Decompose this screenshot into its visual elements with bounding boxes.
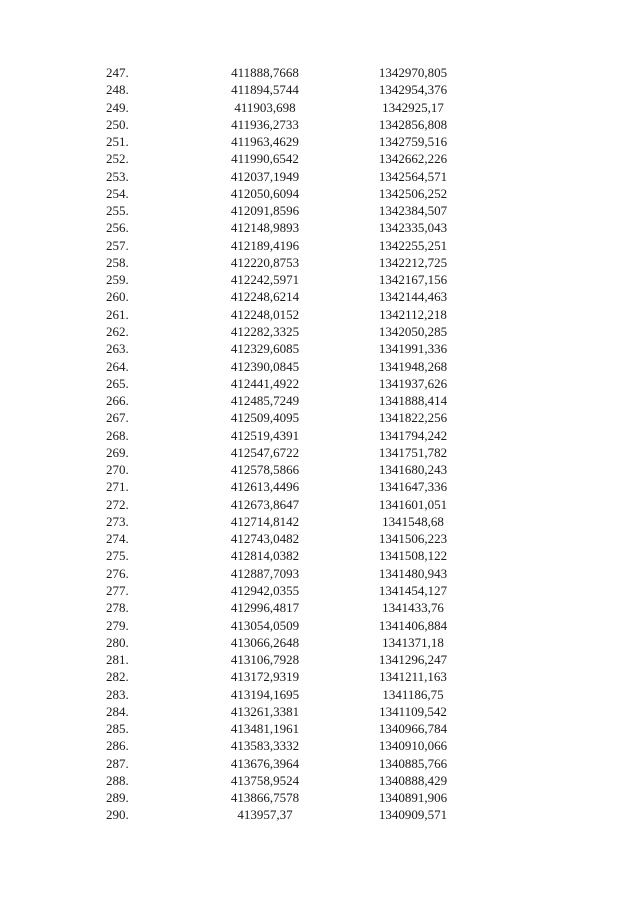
point-number: 266. xyxy=(106,393,129,409)
point-number: 251. xyxy=(106,134,129,150)
y-coordinate: 1340966,784 xyxy=(378,721,448,737)
table-row xyxy=(0,755,640,772)
table-row xyxy=(0,81,640,98)
point-number: 250. xyxy=(106,116,129,132)
table-row xyxy=(0,133,640,150)
y-coordinate: 1341371,18 xyxy=(382,634,444,650)
table-row xyxy=(0,565,640,582)
x-coordinate: 411888,7668 xyxy=(231,65,299,80)
table-row xyxy=(0,461,640,478)
point-number: 255. xyxy=(106,203,129,219)
table-row xyxy=(0,651,640,668)
table-row xyxy=(0,168,640,185)
point-number: 263. xyxy=(106,341,129,357)
table-row xyxy=(0,582,640,599)
y-coordinate: 1341109,542 xyxy=(379,703,447,719)
y-coordinate: 1341454,127 xyxy=(378,582,448,598)
point-number: 269. xyxy=(106,444,129,460)
x-coordinate: 413583,3332 xyxy=(230,738,300,754)
x-coordinate: 412050,6094 xyxy=(230,185,300,201)
x-coordinate: 413866,7578 xyxy=(230,790,300,806)
point-number: 262. xyxy=(106,323,129,339)
y-coordinate: 1341506,223 xyxy=(378,531,448,547)
table-row xyxy=(0,478,640,495)
x-coordinate: 413194,1695 xyxy=(230,686,300,702)
x-coordinate: 412037,1949 xyxy=(230,168,300,184)
y-coordinate: 1340885,766 xyxy=(378,755,448,771)
point-number: 282. xyxy=(106,669,129,685)
x-coordinate: 412509,4095 xyxy=(230,410,300,426)
table-row xyxy=(0,513,640,530)
x-coordinate: 412673,8647 xyxy=(230,496,300,512)
point-number: 261. xyxy=(106,306,129,322)
y-coordinate: 1341296,247 xyxy=(378,652,448,668)
point-number: 248. xyxy=(106,82,129,98)
x-coordinate: 411903,698 xyxy=(234,99,296,115)
table-row xyxy=(0,323,640,340)
point-number: 284. xyxy=(106,703,129,719)
y-coordinate: 1342954,376 xyxy=(378,82,448,98)
table-row xyxy=(0,703,640,720)
x-coordinate: 413172,9319 xyxy=(230,669,300,685)
x-coordinate: 412547,6722 xyxy=(230,444,300,460)
table-row xyxy=(0,686,640,703)
point-number: 279. xyxy=(106,617,129,633)
x-coordinate: 412248,0152 xyxy=(230,306,300,322)
y-coordinate: 1342167,156 xyxy=(378,272,448,288)
y-coordinate: 1341406,884 xyxy=(378,617,448,633)
point-number: 260. xyxy=(106,289,129,305)
table-row xyxy=(0,617,640,634)
point-number: 283. xyxy=(106,686,129,702)
y-coordinate: 1341937,626 xyxy=(378,375,448,391)
table-row xyxy=(0,116,640,133)
point-number: 285. xyxy=(106,721,129,737)
point-number: 247. xyxy=(106,65,129,80)
y-coordinate: 1341601,051 xyxy=(378,496,448,512)
table-row xyxy=(0,185,640,202)
y-coordinate: 1341186,75 xyxy=(382,686,444,702)
x-coordinate: 412220,8753 xyxy=(230,254,300,270)
x-coordinate: 411963,4629 xyxy=(231,134,299,150)
x-coordinate: 413106,7928 xyxy=(230,652,300,668)
point-number: 258. xyxy=(106,254,129,270)
point-number: 289. xyxy=(106,790,129,806)
point-number: 273. xyxy=(106,513,129,529)
x-coordinate: 412248,6214 xyxy=(230,289,300,305)
x-coordinate: 412887,7093 xyxy=(230,565,300,581)
table-row xyxy=(0,720,640,737)
x-coordinate: 412996,4817 xyxy=(230,600,300,616)
table-row xyxy=(0,150,640,167)
point-number: 257. xyxy=(106,237,129,253)
x-coordinate: 412148,9893 xyxy=(230,220,300,236)
table-row xyxy=(0,64,640,81)
x-coordinate: 412282,3325 xyxy=(230,323,300,339)
table-row xyxy=(0,444,640,461)
table-row xyxy=(0,375,640,392)
table-row xyxy=(0,427,640,444)
x-coordinate: 412329,6085 xyxy=(230,341,300,357)
table-row xyxy=(0,288,640,305)
point-number: 265. xyxy=(106,375,129,391)
table-row xyxy=(0,202,640,219)
table-row xyxy=(0,237,640,254)
y-coordinate: 1340891,906 xyxy=(378,790,448,806)
x-coordinate: 412242,5971 xyxy=(230,272,300,288)
y-coordinate: 1341888,414 xyxy=(378,393,448,409)
x-coordinate: 412091,8596 xyxy=(230,203,300,219)
x-coordinate: 411894,5744 xyxy=(231,82,299,98)
table-row xyxy=(0,219,640,236)
table-row xyxy=(0,358,640,375)
point-number: 259. xyxy=(106,272,129,288)
point-number: 290. xyxy=(106,807,129,823)
table-row xyxy=(0,806,640,823)
y-coordinate: 1341680,243 xyxy=(378,462,448,478)
y-coordinate: 1342335,043 xyxy=(378,220,448,236)
x-coordinate: 412390,0845 xyxy=(230,358,300,374)
point-number: 270. xyxy=(106,462,129,478)
point-number: 253. xyxy=(106,168,129,184)
x-coordinate: 412485,7249 xyxy=(230,393,300,409)
x-coordinate: 413481,1961 xyxy=(230,721,300,737)
y-coordinate: 1341991,336 xyxy=(378,341,448,357)
table-row xyxy=(0,547,640,564)
table-row xyxy=(0,340,640,357)
x-coordinate: 413261,3381 xyxy=(230,703,300,719)
table-row xyxy=(0,409,640,426)
y-coordinate: 1340909,571 xyxy=(378,807,448,823)
x-coordinate: 412613,4496 xyxy=(230,479,300,495)
x-coordinate: 412189,4196 xyxy=(230,237,300,253)
point-number: 276. xyxy=(106,565,129,581)
x-coordinate: 413758,9524 xyxy=(230,772,300,788)
table-row xyxy=(0,254,640,271)
point-number: 274. xyxy=(106,531,129,547)
point-number: 286. xyxy=(106,738,129,754)
y-coordinate: 1341647,336 xyxy=(378,479,448,495)
point-number: 256. xyxy=(106,220,129,236)
table-row xyxy=(0,99,640,116)
x-coordinate: 412714,8142 xyxy=(230,513,300,529)
y-coordinate: 1341433,76 xyxy=(382,600,444,616)
y-coordinate: 1342384,507 xyxy=(378,203,448,219)
y-coordinate: 1341211,163 xyxy=(379,669,447,685)
y-coordinate: 1341948,268 xyxy=(378,358,448,374)
x-coordinate: 412814,0382 xyxy=(230,548,300,564)
coordinate-table xyxy=(0,64,640,824)
point-number: 287. xyxy=(106,755,129,771)
y-coordinate: 1342662,226 xyxy=(378,151,448,167)
point-number: 267. xyxy=(106,410,129,426)
x-coordinate: 412578,5866 xyxy=(230,462,300,478)
point-number: 249. xyxy=(106,99,129,115)
y-coordinate: 1342144,463 xyxy=(378,289,448,305)
y-coordinate: 1342112,218 xyxy=(379,306,447,322)
y-coordinate: 1341480,943 xyxy=(378,565,448,581)
table-row xyxy=(0,634,640,651)
point-number: 254. xyxy=(106,185,129,201)
y-coordinate: 1342759,516 xyxy=(378,134,448,150)
y-coordinate: 1342506,252 xyxy=(378,185,448,201)
table-row xyxy=(0,599,640,616)
point-number: 281. xyxy=(106,652,129,668)
x-coordinate: 413957,37 xyxy=(237,807,293,823)
x-coordinate: 411936,2733 xyxy=(231,116,299,132)
table-row xyxy=(0,271,640,288)
y-coordinate: 1342212,725 xyxy=(378,254,448,270)
y-coordinate: 1342970,805 xyxy=(378,65,448,80)
y-coordinate: 1340910,066 xyxy=(378,738,448,754)
point-number: 275. xyxy=(106,548,129,564)
y-coordinate: 1341822,256 xyxy=(378,410,448,426)
y-coordinate: 1341794,242 xyxy=(378,427,448,443)
point-number: 280. xyxy=(106,634,129,650)
point-number: 264. xyxy=(106,358,129,374)
y-coordinate: 1340888,429 xyxy=(378,772,448,788)
point-number: 272. xyxy=(106,496,129,512)
y-coordinate: 1341751,782 xyxy=(378,444,448,460)
x-coordinate: 412519,4391 xyxy=(230,427,300,443)
table-row xyxy=(0,306,640,323)
point-number: 278. xyxy=(106,600,129,616)
table-row xyxy=(0,668,640,685)
point-number: 268. xyxy=(106,427,129,443)
point-number: 277. xyxy=(106,582,129,598)
table-row xyxy=(0,530,640,547)
point-number: 252. xyxy=(106,151,129,167)
y-coordinate: 1342856,808 xyxy=(378,116,448,132)
x-coordinate: 411990,6542 xyxy=(231,151,299,167)
table-row xyxy=(0,772,640,789)
y-coordinate: 1342925,17 xyxy=(382,99,444,115)
table-row xyxy=(0,789,640,806)
point-number: 271. xyxy=(106,479,129,495)
y-coordinate: 1342255,251 xyxy=(378,237,448,253)
y-coordinate: 1341548,68 xyxy=(382,513,444,529)
y-coordinate: 1341508,122 xyxy=(378,548,448,564)
table-row xyxy=(0,737,640,754)
x-coordinate: 413066,2648 xyxy=(230,634,300,650)
y-coordinate: 1342050,285 xyxy=(378,323,448,339)
y-coordinate: 1342564,571 xyxy=(378,168,448,184)
table-row xyxy=(0,392,640,409)
table-row xyxy=(0,496,640,513)
x-coordinate: 413676,3964 xyxy=(230,755,300,771)
x-coordinate: 413054,0509 xyxy=(230,617,300,633)
x-coordinate: 412441,4922 xyxy=(230,375,300,391)
x-coordinate: 412743,0482 xyxy=(230,531,300,547)
x-coordinate: 412942,0355 xyxy=(230,582,300,598)
point-number: 288. xyxy=(106,772,129,788)
